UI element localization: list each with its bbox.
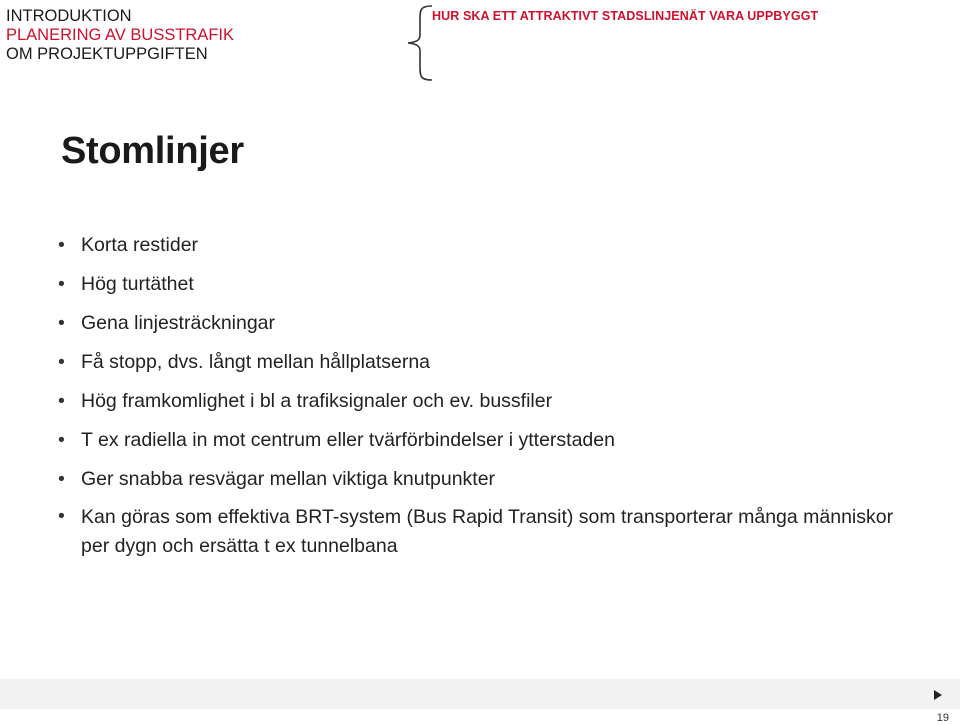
bullet-text: Gena linjesträckningar <box>81 312 276 334</box>
bullet-icon: • <box>58 505 65 527</box>
bullet-text: Korta restider <box>81 234 199 256</box>
bullet-icon: • <box>58 390 65 412</box>
footer-bar <box>0 679 960 709</box>
bullet-item <box>58 503 918 561</box>
bullet-text: Kan göras som effektiva BRT-system (Bus Rapid Transit) som transporterar många människor per dygn och ersätta t ex tunnelbana <box>81 506 894 557</box>
bullet-icon: • <box>58 351 65 373</box>
bullet-item <box>58 310 918 336</box>
bullet-icon: • <box>58 312 65 334</box>
bullet-item <box>58 388 918 414</box>
bullet-list <box>58 232 918 574</box>
section-tagline: HUR SKA ETT ATTRAKTIVT STADSLINJENÄT VARA UPPBYGGT <box>432 9 819 23</box>
bullet-icon: • <box>58 234 65 256</box>
bullet-item <box>58 466 918 492</box>
bullet-item <box>58 427 918 453</box>
header-nav <box>6 7 234 64</box>
nav-item-planering-av-busstrafik[interactable]: PLANERING AV BUSSTRAFIK <box>6 26 235 44</box>
bullet-text: Hög framkomlighet i bl a trafiksignaler och ev. bussfiler <box>81 390 553 412</box>
triangle-right-icon[interactable] <box>934 690 942 700</box>
bullet-text: Hög turtäthet <box>81 273 194 295</box>
slide-title: Stomlinjer <box>61 130 244 172</box>
bullet-icon: • <box>58 273 65 295</box>
bullet-text: Ger snabba resvägar mellan viktiga knutpunkter <box>81 468 496 490</box>
bullet-icon: • <box>58 429 65 451</box>
page-number: 19 <box>936 712 949 724</box>
bullet-text: Få stopp, dvs. långt mellan hållplatserna <box>81 351 431 373</box>
nav-item-om-projektuppgiften[interactable]: OM PROJEKTUPPGIFTEN <box>6 45 208 63</box>
nav-item-introduktion[interactable]: INTRODUKTION <box>6 7 132 25</box>
bullet-item <box>58 349 918 375</box>
bullet-item <box>58 271 918 297</box>
bullet-text: T ex radiella in mot centrum eller tvärförbindelser i ytterstaden <box>81 429 615 451</box>
bullet-icon: • <box>58 468 65 490</box>
bullet-item <box>58 232 918 258</box>
